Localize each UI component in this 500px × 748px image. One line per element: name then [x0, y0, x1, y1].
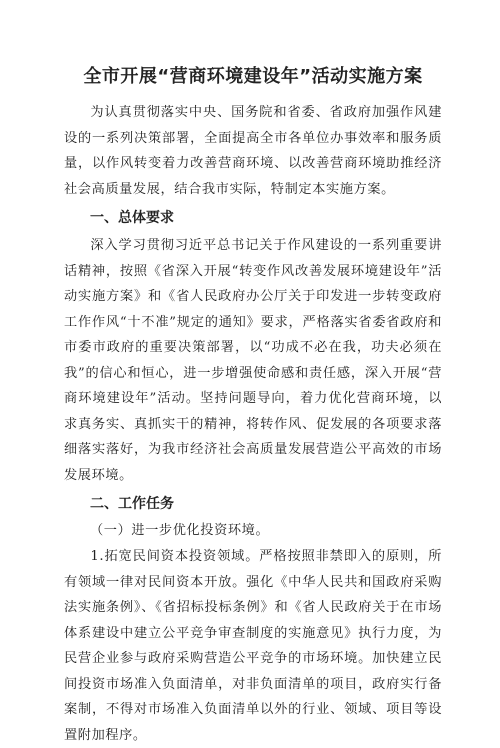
document-title: 全市开展“营商环境建设年”活动实施方案 — [83, 66, 423, 87]
section-heading-work-tasks: 二、工作任务 — [90, 496, 174, 512]
section-heading-general-requirements: 一、总体要求 — [90, 210, 174, 226]
subsection-heading-investment-environment: （一）进一步优化投资环境。 — [90, 523, 270, 538]
general-requirements-paragraph: 深入学习贯彻习近平总书记关于作风建设的一系列重要讲话精神，按照《省深入开展“转变作风改善发展环境建设年”活动实施方案》和《省人民政府办公厅关于印发进一步转变政府工作作风“十不准”规定的通知》要求，严格落实省委省政府和市委市政府的重要决策部署，以“功成不必在我，功夫必须在我”的信心和恒心，进一步增强使命感和责任感，深入开展“营商环境建设年”活动。坚持问题导向，着力优化营商环境，以求真务实、真抓实干的精神，将转作风、促发展的各项要求落细落实落好，为我市经济社会高质量发展营造公平高效的市场发展环境。 — [64, 238, 442, 483]
task-item-private-capital: 1.拓宽民间资本投资领域。严格按照非禁即入的原则，所有领域一律对民间资本开放。强化《中华人民共和国政府采购法实施条例》、《省招标投标条例》和《省人民政府关于在市场体系建设中建立公平竞争审查制度的实施意见》执行力度，为民营企业参与政府采购营造公平竞争的市场环境。加快建立民间投资市场准入负面清单，对非负面清单的项目，政府实行备案制，不得对市场准入负面清单以外的行业、领域、项目等设置附加程序。 — [64, 549, 442, 743]
intro-paragraph: 为认真贯彻落实中央、国务院和省委、省政府加强作风建设的一系列决策部署，全面提高全市各单位办事效率和服务质量，以作风转变着力改善营商环境、以改善营商环境助推经济社会高质量发展，结合我市实际，特制定本实施方案。 — [64, 105, 442, 197]
